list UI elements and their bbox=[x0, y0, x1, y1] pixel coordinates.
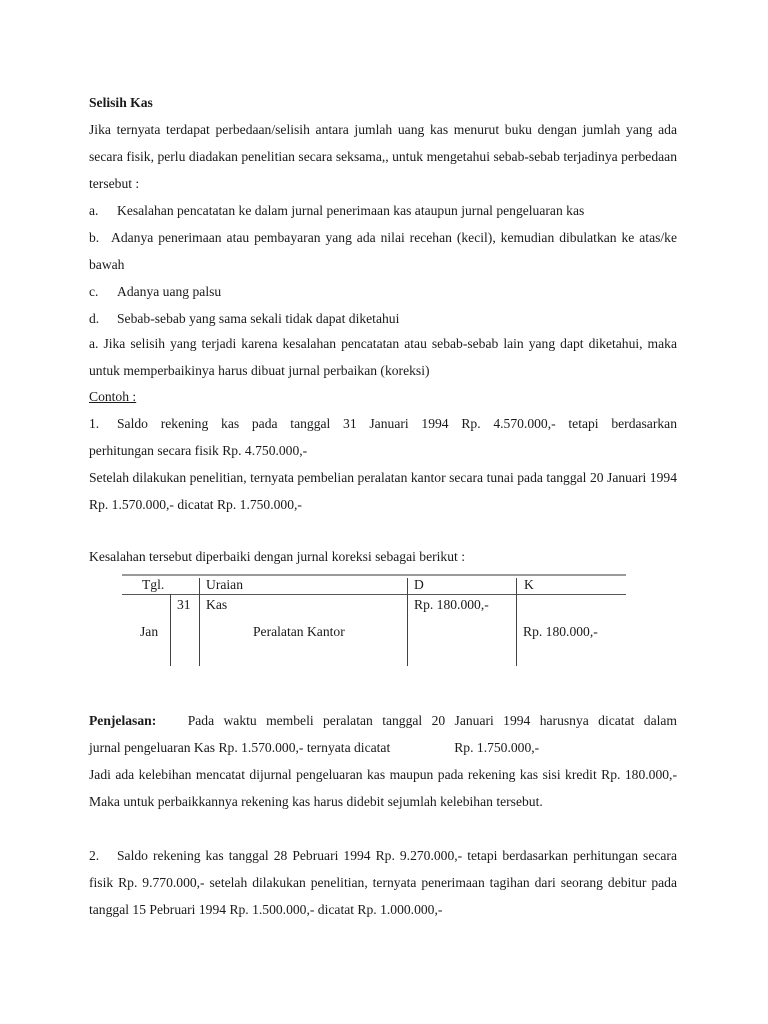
example1-line2: perhitungan secara fisik Rp. 4.750.000,- bbox=[89, 443, 308, 458]
cause-item-b bbox=[89, 224, 677, 278]
date-divider bbox=[170, 594, 171, 666]
cause-marker: b. bbox=[89, 230, 100, 245]
debit-divider bbox=[407, 578, 408, 666]
cause-item-c bbox=[89, 278, 677, 305]
explanation-paragraph: Jadi ada kelebihan mencatat dijurnal pengeluaran kas maupun pada rekening kas sisi kredit Rp. 180.000,- Maka untuk perbaikkannya rekening kas harus didebit sejumlah kelebihan tersebut. bbox=[89, 767, 677, 809]
cause-marker: a. bbox=[89, 203, 99, 218]
explanation-colon: : bbox=[151, 713, 157, 728]
header-credit: K bbox=[524, 577, 534, 592]
intro-paragraph: Jika ternyata terdapat perbedaan/selisih antara jumlah uang kas menurut buku dengan jumlah yang ada secara fisik, perlu diadakan penelitian secara seksama,, untuk mengetahui sebab-sebab terjadinya perbedaan tersebut : bbox=[89, 122, 677, 191]
example2-paragraph bbox=[89, 842, 677, 923]
explanation-text-a: jurnal pengeluaran Kas Rp. 1.570.000,- ternyata dicatat bbox=[89, 740, 391, 755]
cause-marker: c. bbox=[89, 284, 99, 299]
cause-text: Adanya uang palsu bbox=[117, 284, 222, 299]
note-paragraph: a. Jika selisih yang terjadi karena kesalahan pencatatan atau sebab-sebab lain yang dapt diketahui, maka untuk memperbaikinya harus dibuat jurnal perbaikan (koreksi) bbox=[89, 336, 677, 378]
cause-item-a bbox=[89, 197, 677, 224]
correction-intro: Kesalahan tersebut diperbaiki dengan jurnal koreksi sebagai berikut : bbox=[89, 549, 465, 564]
journal-month: Jan bbox=[140, 624, 159, 639]
cause-marker: d. bbox=[89, 311, 100, 326]
example-marker: 2. bbox=[89, 848, 100, 863]
example-text: Saldo rekening kas pada tanggal 31 Januari 1994 Rp. 4.570.000,- tetapi berdasarkan bbox=[117, 416, 677, 431]
header-date: Tgl. bbox=[142, 577, 165, 592]
table-top-rule bbox=[122, 574, 626, 576]
example1-finding: Setelah dilakukan penelitian, ternyata pembelian peralatan kantor secara tunai pada tanggal 20 Januari 1994 Rp. 1.570.000,- dicatat Rp. 1.750.000,- bbox=[89, 470, 677, 512]
journal-credit-account: Peralatan Kantor bbox=[253, 624, 345, 639]
header-desc: Uraian bbox=[206, 577, 243, 592]
cause-text: Adanya penerimaan atau pembayaran yang ada nilai recehan (kecil), kemudian dibulatkan ke atas/ke bawah bbox=[89, 230, 677, 272]
example-marker: 1. bbox=[89, 416, 100, 431]
example-text: Saldo rekening kas tanggal 28 Pebruari 1994 Rp. 9.270.000,- tetapi berdasarkan perhitungan secara fisik Rp. 9.770.000,- setelah dilakukan penelitian, ternyata penerimaan tagihan dari seorang debitur pada tanggal 15 Pebruari 1994 Rp. 1.500.000,- dicatat Rp. 1.000.000,- bbox=[89, 848, 677, 917]
contoh-label: Contoh : bbox=[89, 389, 137, 404]
section-heading: Selisih Kas bbox=[89, 95, 153, 110]
cause-text: Sebab-sebab yang sama sekali tidak dapat diketahui bbox=[117, 311, 400, 326]
explanation-line1 bbox=[89, 707, 677, 734]
cause-text: Kesalahan pencatatan ke dalam jurnal penerimaan kas ataupun jurnal pengeluaran kas bbox=[117, 203, 585, 218]
journal-credit-amount: Rp. 180.000,- bbox=[523, 624, 598, 639]
explanation-label: Penjelasan bbox=[89, 713, 152, 728]
header-debit: D bbox=[414, 577, 424, 592]
explanation-text: Pada waktu membeli peralatan tanggal 20 Januari 1994 harusnya dicatat dalam bbox=[187, 713, 677, 728]
journal-day: 31 bbox=[177, 597, 191, 612]
credit-divider bbox=[516, 578, 517, 666]
desc-divider bbox=[199, 578, 200, 666]
journal-debit-account: Kas bbox=[206, 597, 228, 612]
explanation-text-b: Rp. 1.750.000,- bbox=[454, 740, 540, 755]
table-header-rule bbox=[122, 594, 626, 595]
explanation-line2 bbox=[89, 734, 677, 761]
journal-debit-amount: Rp. 180.000,- bbox=[414, 597, 489, 612]
cause-item-d bbox=[89, 305, 677, 332]
example1-line1 bbox=[89, 410, 677, 437]
journal-table bbox=[122, 574, 626, 666]
